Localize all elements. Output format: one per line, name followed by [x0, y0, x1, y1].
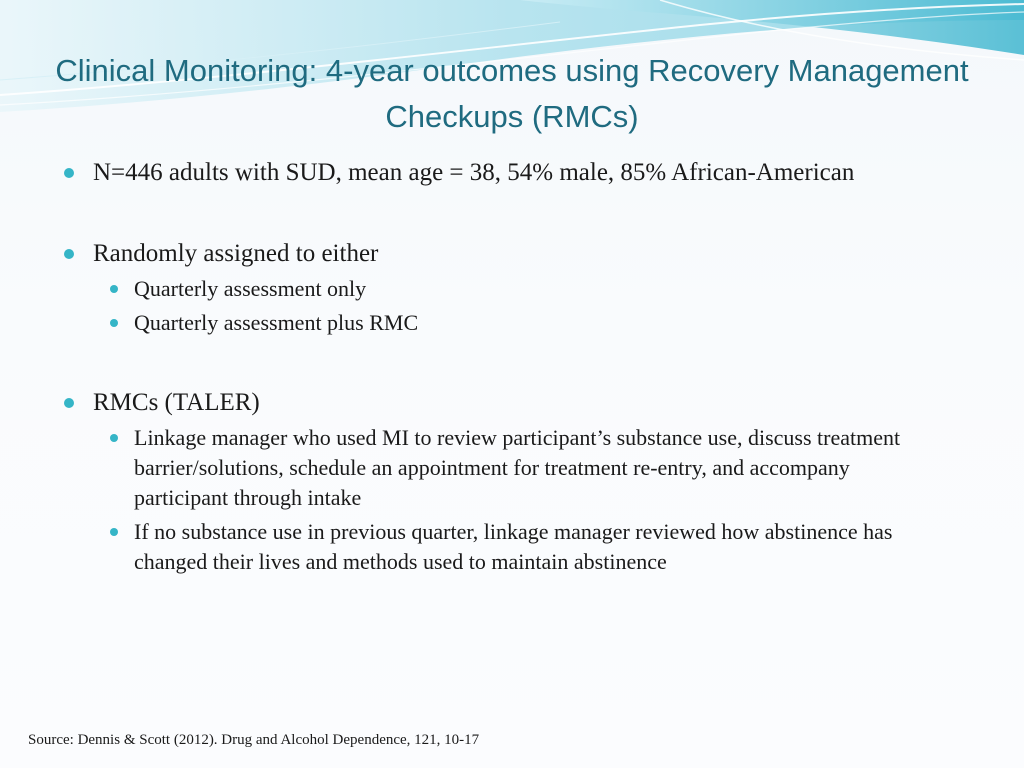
- bullet-dot-icon: [64, 249, 74, 259]
- sub-bullet-text: If no substance use in previous quarter, linkage manager reviewed how abstinence has changed their lives and methods used to maintain abstinence: [134, 519, 893, 574]
- bullet-dot-icon: [110, 319, 118, 327]
- bullet-list: [62, 156, 942, 577]
- sub-bullet-item: [62, 308, 942, 338]
- bullet-dot-icon: [110, 528, 118, 536]
- bullet-dot-icon: [64, 168, 74, 178]
- sub-bullet-item: [62, 274, 942, 304]
- bullet-text: Randomly assigned to either: [93, 240, 379, 267]
- sub-bullet-text: Quarterly assessment only: [134, 276, 367, 301]
- bullet-text: N=446 adults with SUD, mean age = 38, 54% male, 85% African-American: [93, 159, 855, 186]
- bullet-dot-icon: [110, 434, 118, 442]
- bullet-item: [62, 237, 942, 270]
- bullet-dot-icon: [64, 398, 74, 408]
- bullet-text: RMCs (TALER): [93, 389, 260, 416]
- sub-bullet-text: Quarterly assessment plus RMC: [134, 310, 419, 335]
- sub-bullet-item: [62, 423, 942, 513]
- bullet-item: [62, 386, 942, 419]
- slide-title: Clinical Monitoring: 4-year outcomes using Recovery Management Checkups (RMCs): [55, 53, 969, 134]
- source-citation: Source: Dennis & Scott (2012). Drug and Alcohol Dependence, 121, 10-17: [28, 732, 480, 748]
- bullet-item: [62, 156, 942, 189]
- sub-bullet-text: Linkage manager who used MI to review participant’s substance use, discuss treatment barrier/solutions, schedule an appointment for treatment re-entry, and accompany participant through intake: [134, 425, 901, 510]
- sub-bullet-item: [62, 517, 942, 577]
- bullet-dot-icon: [110, 285, 118, 293]
